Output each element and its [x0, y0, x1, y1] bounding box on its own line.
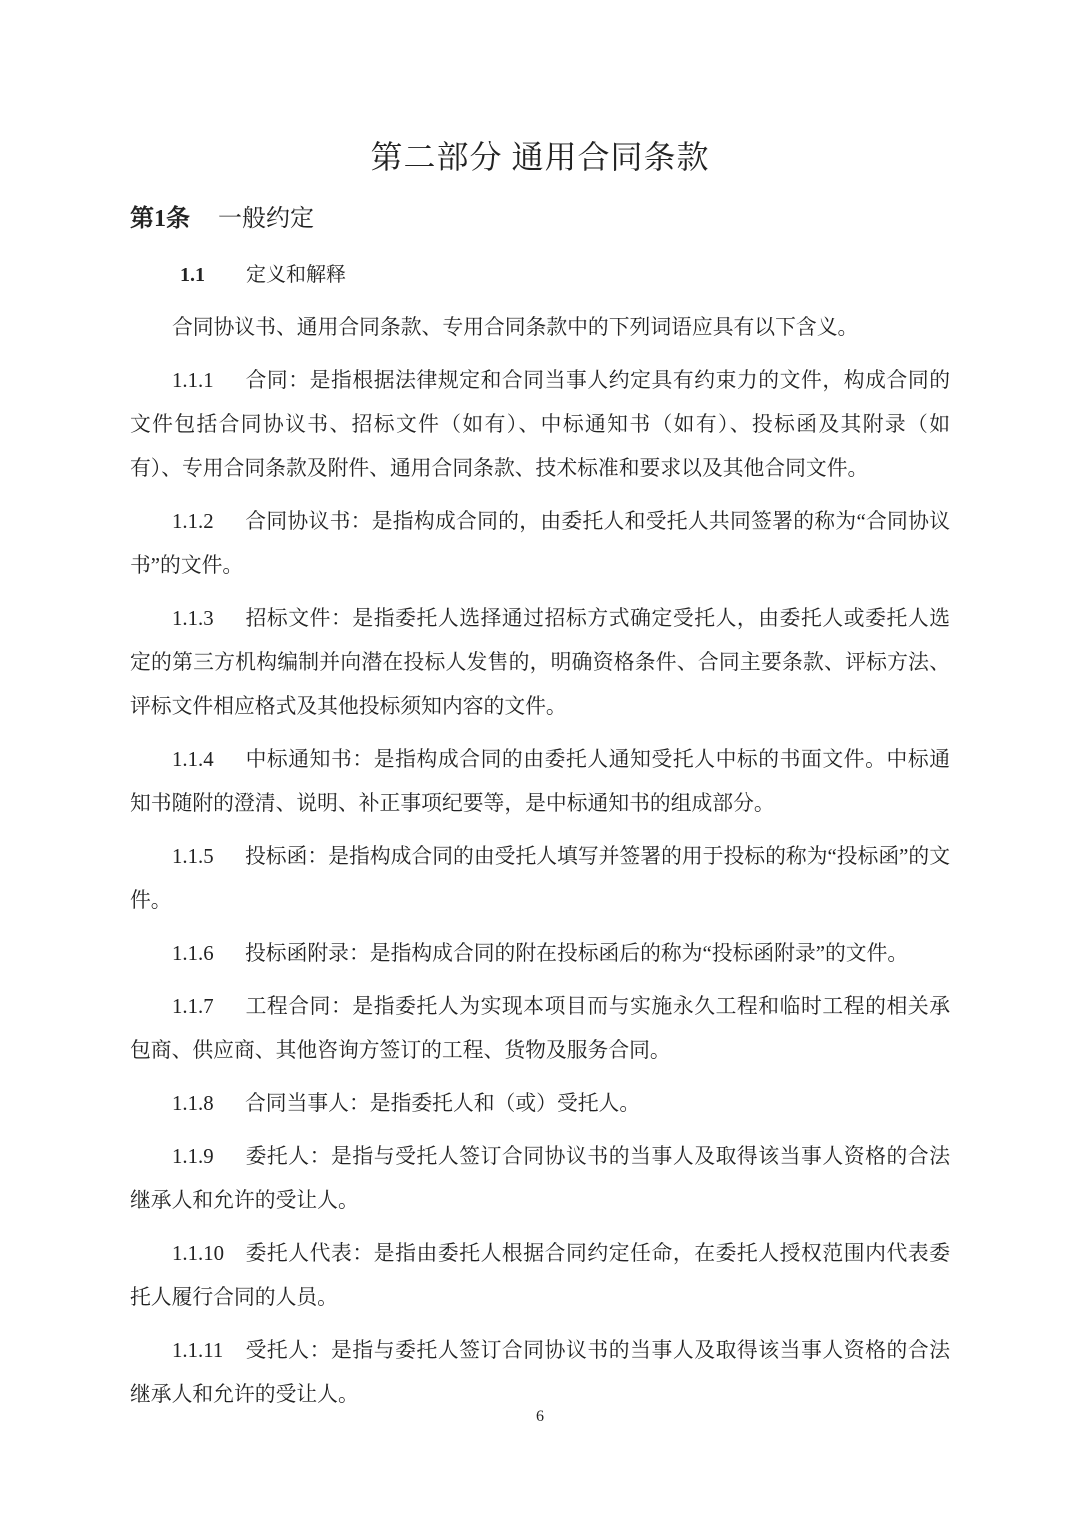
clause-number: 1.1.10 — [172, 1242, 224, 1265]
clause-number: 1.1.4 — [172, 748, 214, 771]
clause-paragraph — [130, 1329, 950, 1417]
clause-number: 1.1.1 — [172, 369, 214, 392]
clause-number: 1.1.11 — [172, 1339, 224, 1362]
clause-number: 1.1.6 — [172, 942, 214, 965]
clause-paragraph — [130, 359, 950, 491]
clause-number: 1.1.9 — [172, 1145, 214, 1168]
clause-paragraph — [130, 597, 950, 729]
section-number: 1.1 — [180, 264, 205, 286]
clause-paragraph — [130, 835, 950, 923]
clause-number: 1.1.7 — [172, 995, 214, 1018]
page-title: 第二部分 通用合同条款 — [370, 139, 710, 175]
clause-number: 1.1.5 — [172, 845, 214, 868]
clause-number: 1.1.8 — [172, 1092, 214, 1115]
clause-text: 合同：是指根据法律规定和合同当事人约定具有约束力的文件，构成合同的文件包括合同协议书、招标文件（如有）、中标通知书（如有）、投标函及其附录（如有）、专用合同条款及附件、通用合同条款、技术标准和要求以及其他合同文件。 — [130, 369, 950, 480]
clause-text: 工程合同：是指委托人为实现本项目而与实施永久工程和临时工程的相关承包商、供应商、其他咨询方签订的工程、货物及服务合同。 — [130, 995, 950, 1062]
clause-text: 委托人：是指与受托人签订合同协议书的当事人及取得该当事人资格的合法继承人和允许的受让人。 — [130, 1145, 950, 1212]
clause-list — [130, 359, 950, 1417]
clause-text: 投标函附录：是指构成合同的附在投标函后的称为“投标函附录”的文件。 — [245, 942, 909, 965]
clause-paragraph — [130, 500, 950, 588]
clause-text: 招标文件：是指委托人选择通过招标方式确定受托人，由委托人或委托人选定的第三方机构编制并向潜在投标人发售的，明确资格条件、合同主要条款、评标方法、评标文件相应格式及其他投标须知内容的文件。 — [130, 607, 950, 718]
clause-text: 合同协议书：是指构成合同的，由委托人和受托人共同签署的称为“合同协议书”的文件。 — [130, 510, 950, 577]
clause-text: 合同当事人：是指委托人和（或）受托人。 — [245, 1092, 641, 1115]
clause-text: 受托人：是指与委托人签订合同协议书的当事人及取得该当事人资格的合法继承人和允许的受让人。 — [130, 1339, 950, 1406]
article-title: 一般约定 — [218, 206, 314, 232]
clause-paragraph — [130, 1232, 950, 1320]
article-heading — [130, 198, 314, 233]
clause-text: 投标函：是指构成合同的由受托人填写并签署的用于投标的称为“投标函”的文件。 — [130, 845, 950, 912]
document-body — [130, 306, 950, 1426]
article-number: 第1条 — [130, 206, 190, 232]
clause-number: 1.1.2 — [172, 510, 214, 533]
clause-paragraph — [130, 932, 950, 976]
section-heading — [180, 258, 346, 287]
clause-paragraph — [130, 985, 950, 1073]
clause-text: 委托人代表：是指由委托人根据合同约定任命，在委托人授权范围内代表委托人履行合同的人员。 — [130, 1242, 950, 1309]
clause-paragraph — [130, 1082, 950, 1126]
clause-number: 1.1.3 — [172, 607, 214, 630]
intro-paragraph: 合同协议书、通用合同条款、专用合同条款中的下列词语应具有以下含义。 — [172, 316, 859, 339]
clause-paragraph — [130, 738, 950, 826]
page-number: 6 — [536, 1408, 544, 1425]
section-title: 定义和解释 — [246, 264, 346, 286]
clause-text: 中标通知书：是指构成合同的由委托人通知受托人中标的书面文件。中标通知书随附的澄清、说明、补正事项纪要等，是中标通知书的组成部分。 — [130, 748, 950, 815]
clause-paragraph — [130, 1135, 950, 1223]
